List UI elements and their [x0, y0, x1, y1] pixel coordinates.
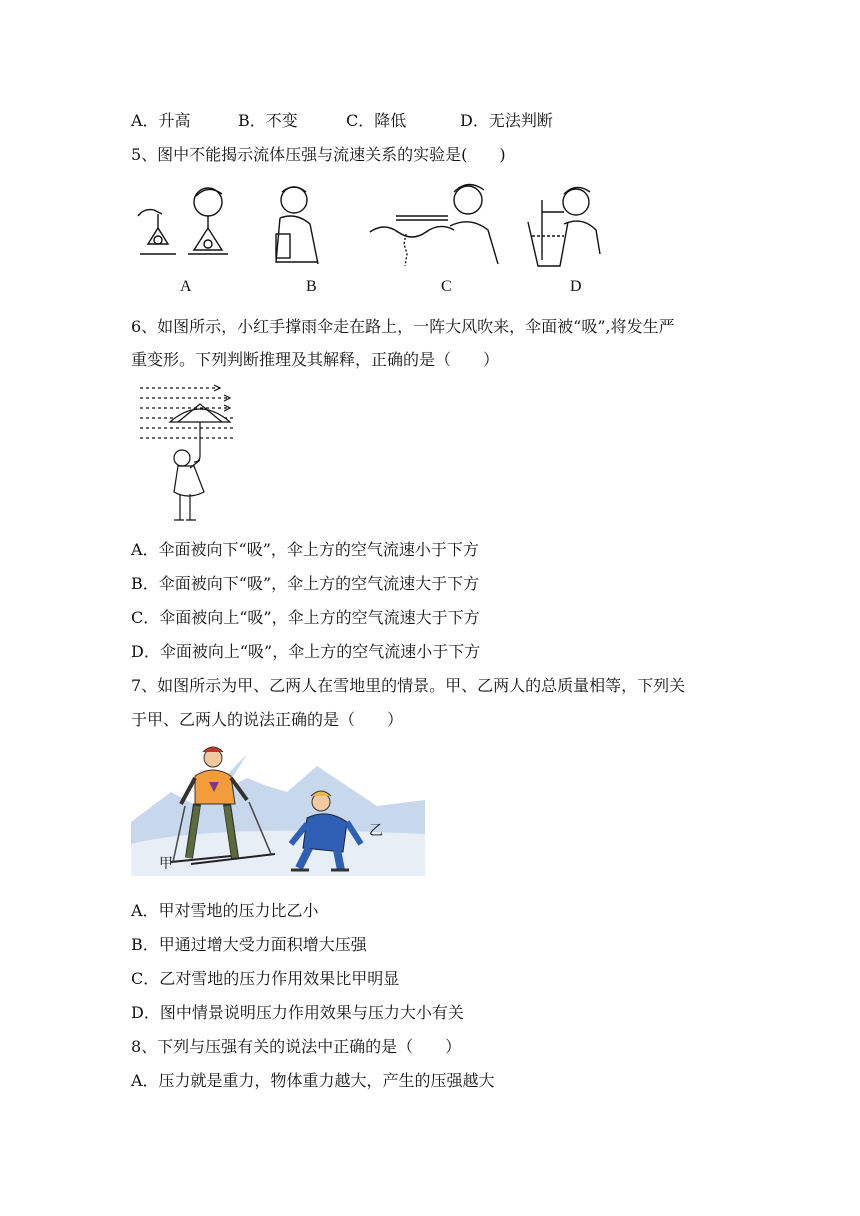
q5-figure-b-illustration: [276, 187, 318, 264]
q5-figure-label-a: A: [180, 278, 192, 295]
q4-option-a: A．升高: [131, 111, 191, 130]
q7-figure-snow-scene: [131, 742, 425, 876]
q5-figure-c-illustration: [370, 184, 498, 266]
q7-figure-label-jia: 甲: [159, 856, 173, 872]
q7-option-b: B．甲通过增大受力面积增大压强: [131, 935, 367, 954]
q5-figure-label-c: C: [441, 278, 452, 295]
q5-figure-a-illustration: [138, 188, 228, 254]
q6-stem-line-1: 6、如图所示，小红手撑雨伞走在路上，一阵大风吹来，伞面被“吸”,将发生严: [131, 317, 675, 336]
q7-stem-line-2: 于甲、乙两人的说法正确的是（ ）: [131, 710, 404, 729]
q4-option-c: C．降低: [346, 111, 407, 130]
q7-stem-line-1: 7、如图所示为甲、乙两人在雪地里的情景。甲、乙两人的总质量相等，下列关: [131, 676, 686, 695]
q6-option-a: A．伞面被向下“吸”，伞上方的空气流速小于下方: [131, 540, 479, 559]
q4-option-d: D．无法判断: [460, 111, 553, 130]
q6-stem-line-2: 重变形。下列判断推理及其解释，正确的是（ ）: [131, 350, 500, 369]
q6-option-d: D．伞面被向上“吸”，伞上方的空气流速小于下方: [131, 642, 481, 661]
q8-stem: 8、下列与压强有关的说法中正确的是（ ）: [131, 1037, 462, 1056]
q5-figure-label-d: D: [570, 278, 582, 295]
q6-figure-umbrella-girl: [138, 382, 246, 530]
q7-option-c: C．乙对雪地的压力作用效果比甲明显: [131, 969, 400, 988]
q6-option-b: B．伞面被向下“吸”，伞上方的空气流速大于下方: [131, 574, 480, 593]
q7-option-a: A．甲对雪地的压力比乙小: [131, 901, 319, 920]
q5-figure-d-illustration: [528, 187, 600, 266]
q4-option-b: B．不变: [238, 111, 298, 130]
q5-stem: 5、图中不能揭示流体压强与流速关系的实验是( ): [131, 145, 506, 164]
q5-figure-label-b: B: [306, 278, 317, 295]
q7-figure-label-yi: 乙: [369, 823, 383, 839]
q5-figure: [130, 178, 620, 276]
q8-option-a: A．压力就是重力，物体重力越大，产生的压强越大: [131, 1071, 495, 1090]
q6-option-c: C．伞面被向上“吸”，伞上方的空气流速大于下方: [131, 608, 480, 627]
q7-option-d: D．图中情景说明压力作用效果与压力大小有关: [131, 1003, 464, 1022]
